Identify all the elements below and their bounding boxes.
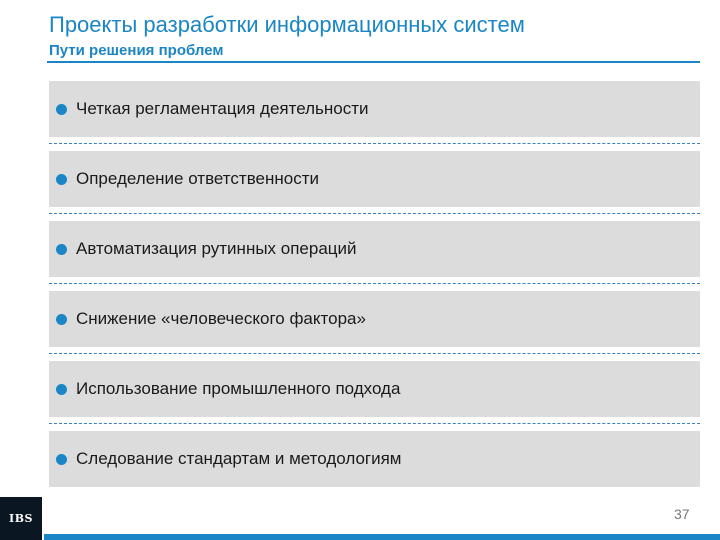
bullet-icon — [56, 454, 67, 465]
dashed-divider — [49, 207, 700, 221]
dashed-divider — [49, 417, 700, 431]
bullet-icon — [56, 314, 67, 325]
dashed-divider — [49, 137, 700, 151]
list-item — [49, 221, 700, 277]
bullet-icon — [56, 104, 67, 115]
header-divider — [47, 61, 700, 63]
page-subtitle: Пути решения проблем — [49, 42, 224, 59]
bullet-icon — [56, 174, 67, 185]
list-item — [49, 291, 700, 347]
dashed-divider — [49, 277, 700, 291]
solutions-list — [49, 81, 700, 487]
list-item-label: Автоматизация рутинных операций — [76, 239, 357, 258]
list-item — [49, 151, 700, 207]
page-title: Проекты разработки информационных систем — [49, 12, 525, 37]
list-item — [49, 361, 700, 417]
logo-text: IBS — [9, 512, 33, 525]
list-item-label: Четкая регламентация деятельности — [76, 99, 369, 118]
bullet-icon — [56, 244, 67, 255]
list-item-label: Определение ответственности — [76, 169, 319, 188]
ibs-logo — [0, 497, 42, 540]
dashed-divider — [49, 347, 700, 361]
list-item-label: Следование стандартам и методологиям — [76, 449, 402, 468]
bullet-icon — [56, 384, 67, 395]
list-item — [49, 431, 700, 487]
footer-bar — [44, 534, 720, 540]
list-item — [49, 81, 700, 137]
page-number: 37 — [674, 506, 690, 522]
list-item-label: Использование промышленного подхода — [76, 379, 401, 398]
list-item-label: Снижение «человеческого фактора» — [76, 309, 366, 328]
